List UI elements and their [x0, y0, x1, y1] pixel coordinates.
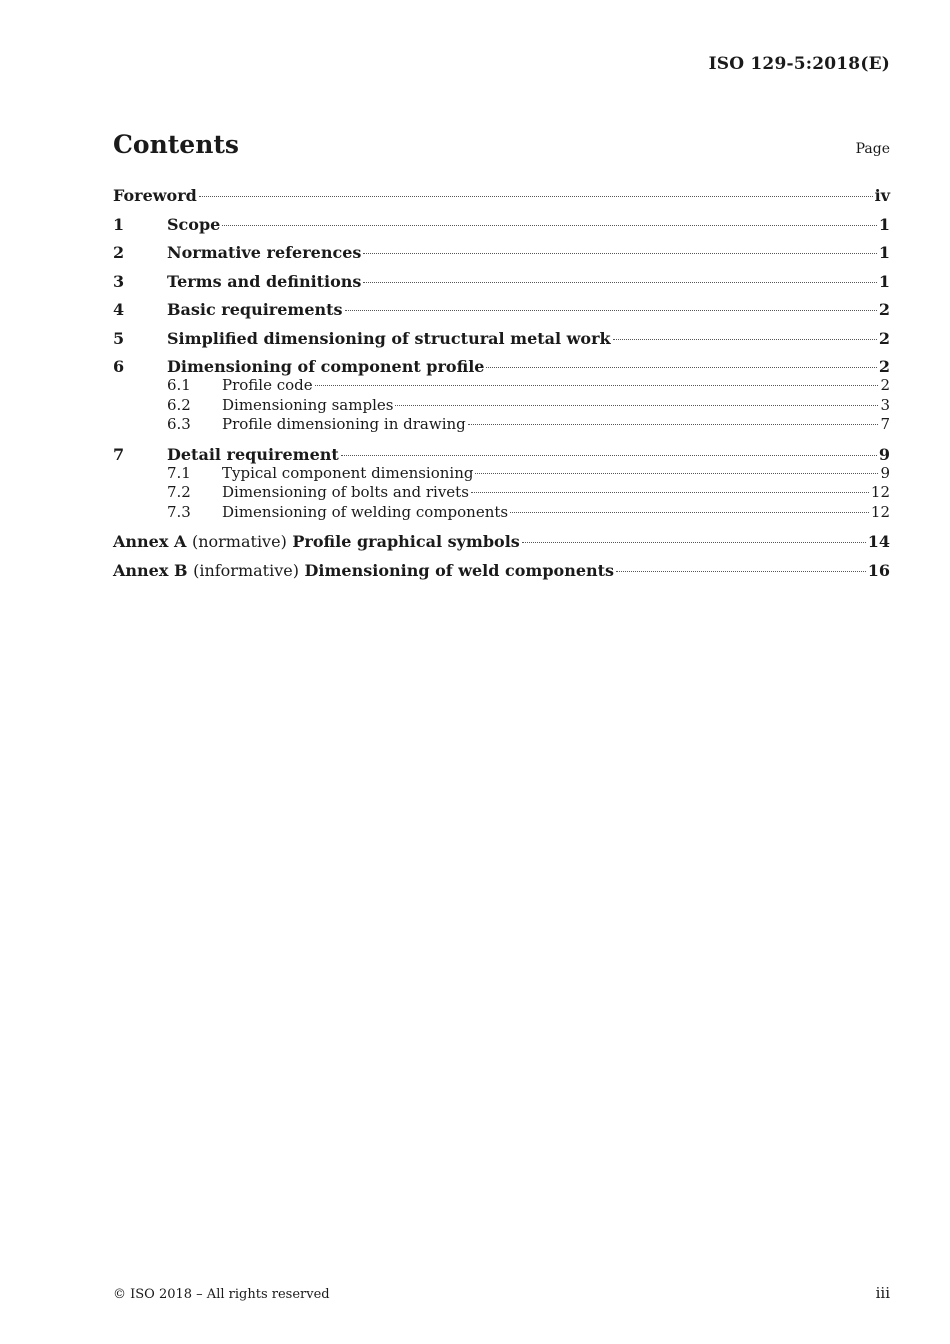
toc-entry-clause-3[interactable]	[113, 271, 890, 300]
toc-entry-number: 7.3	[167, 502, 191, 521]
toc-entry-label: Dimensioning of weld components	[304, 560, 615, 580]
toc-entry-label: Dimensioning of bolts and rivets	[222, 483, 469, 501]
toc-entry-number: 5	[113, 328, 125, 348]
toc-entry-annex-a[interactable]	[113, 531, 890, 560]
toc-entry-number: 6.1	[167, 376, 191, 394]
toc-entry-number: 7	[113, 444, 125, 464]
toc-entry-page: 14	[867, 532, 890, 551]
toc-entry-number: 6	[113, 357, 125, 376]
toc-entry-label: Terms and definitions	[167, 271, 362, 291]
toc-entry-page: 1	[878, 243, 890, 262]
toc-entry-subclause-7-1[interactable]	[113, 464, 890, 484]
toc-entry-label: Typical component dimensioning	[222, 463, 474, 482]
toc-entry-clause-2[interactable]	[113, 242, 890, 271]
toc-entry-label: Scope	[167, 214, 221, 234]
dot-leader	[468, 424, 879, 425]
dot-leader	[613, 339, 877, 340]
contents-title: Contents	[113, 130, 240, 159]
toc-entry-page: 9	[878, 444, 890, 464]
toc-entry-label: Dimensioning of component profile	[167, 357, 485, 376]
toc-entry-page: 1	[878, 214, 890, 234]
toc-entry-number: 3	[113, 271, 125, 291]
page-footer	[113, 1284, 890, 1302]
toc-entry-page: 12	[870, 502, 890, 521]
toc-entry-number: 6.3	[167, 415, 191, 433]
toc-entry-label: Detail requirement	[167, 444, 339, 464]
toc-entry-number: 7.2	[167, 483, 191, 501]
toc-entry-page: 2	[878, 328, 890, 348]
toc-entry-clause-7[interactable]	[113, 444, 890, 464]
dot-leader	[363, 253, 876, 254]
toc-entry-subclause-7-3[interactable]	[113, 503, 890, 532]
toc-entry-page: 1	[878, 271, 890, 291]
copyright-notice: © ISO 2018 – All rights reserved	[113, 1287, 330, 1302]
dot-leader	[616, 571, 866, 572]
toc-entry-label: Profile graphical symbols	[292, 532, 520, 551]
toc-entry-page: 2	[878, 300, 890, 319]
toc-entry-label: Foreword	[113, 186, 197, 205]
dot-leader	[341, 455, 877, 456]
dot-leader	[510, 512, 869, 513]
toc-entry-clause-5[interactable]	[113, 328, 890, 357]
document-id: ISO 129-5:2018(E)	[708, 54, 890, 74]
toc-entry-page: 9	[880, 463, 890, 482]
toc-entry-subclause-6-1[interactable]	[113, 376, 890, 396]
toc-entry-number: 6.2	[167, 395, 191, 414]
dot-leader	[199, 196, 873, 197]
toc-entry-number: 1	[113, 214, 125, 234]
page-number: iii	[875, 1284, 890, 1302]
dot-leader	[345, 310, 877, 311]
toc-entry-page: 12	[870, 483, 890, 501]
dot-leader	[475, 473, 878, 474]
toc-entry-label: Dimensioning samples	[222, 395, 394, 414]
toc-entry-number: 2	[113, 243, 125, 262]
toc-entry-label: Simplified dimensioning of structural metal work	[167, 328, 611, 348]
toc-entry-label: Profile dimensioning in drawing	[222, 415, 466, 433]
page-column-label: Page	[855, 141, 890, 157]
table-of-contents	[113, 185, 890, 588]
toc-entry-number: 7.1	[167, 463, 191, 482]
toc-entry-subclause-6-2[interactable]	[113, 396, 890, 416]
dot-leader	[471, 492, 869, 493]
toc-entry-label: Normative references	[167, 243, 362, 262]
annex-type: (normative)	[191, 532, 287, 551]
toc-entry-number: 4	[113, 300, 125, 319]
dot-leader	[222, 225, 877, 226]
contents-header	[113, 130, 890, 159]
toc-entry-label: Basic requirements	[167, 300, 343, 319]
toc-entry-page: 3	[880, 395, 890, 414]
toc-entry-subclause-6-3[interactable]	[113, 415, 890, 444]
toc-entry-label: Profile code	[222, 376, 313, 394]
annex-prefix: Annex B	[113, 560, 188, 580]
dot-leader	[486, 367, 876, 368]
dot-leader	[315, 385, 879, 386]
toc-entry-subclause-7-2[interactable]	[113, 483, 890, 503]
dot-leader	[363, 282, 876, 283]
annex-type: (informative)	[193, 560, 299, 580]
toc-entry-page: iv	[874, 186, 890, 205]
dot-leader	[395, 405, 878, 406]
annex-prefix: Annex A	[113, 532, 187, 551]
toc-entry-page: 7	[880, 415, 890, 433]
toc-entry-clause-6[interactable]	[113, 356, 890, 376]
dot-leader	[522, 542, 866, 543]
toc-entry-clause-4[interactable]	[113, 299, 890, 328]
toc-entry-clause-1[interactable]	[113, 214, 890, 243]
toc-entry-page: 2	[878, 357, 890, 376]
toc-entry-page: 2	[880, 376, 890, 394]
toc-entry-annex-b[interactable]	[113, 560, 890, 589]
toc-entry-label: Dimensioning of welding components	[222, 502, 509, 521]
toc-entry-foreword[interactable]	[113, 185, 890, 214]
toc-entry-page: 16	[867, 560, 890, 580]
